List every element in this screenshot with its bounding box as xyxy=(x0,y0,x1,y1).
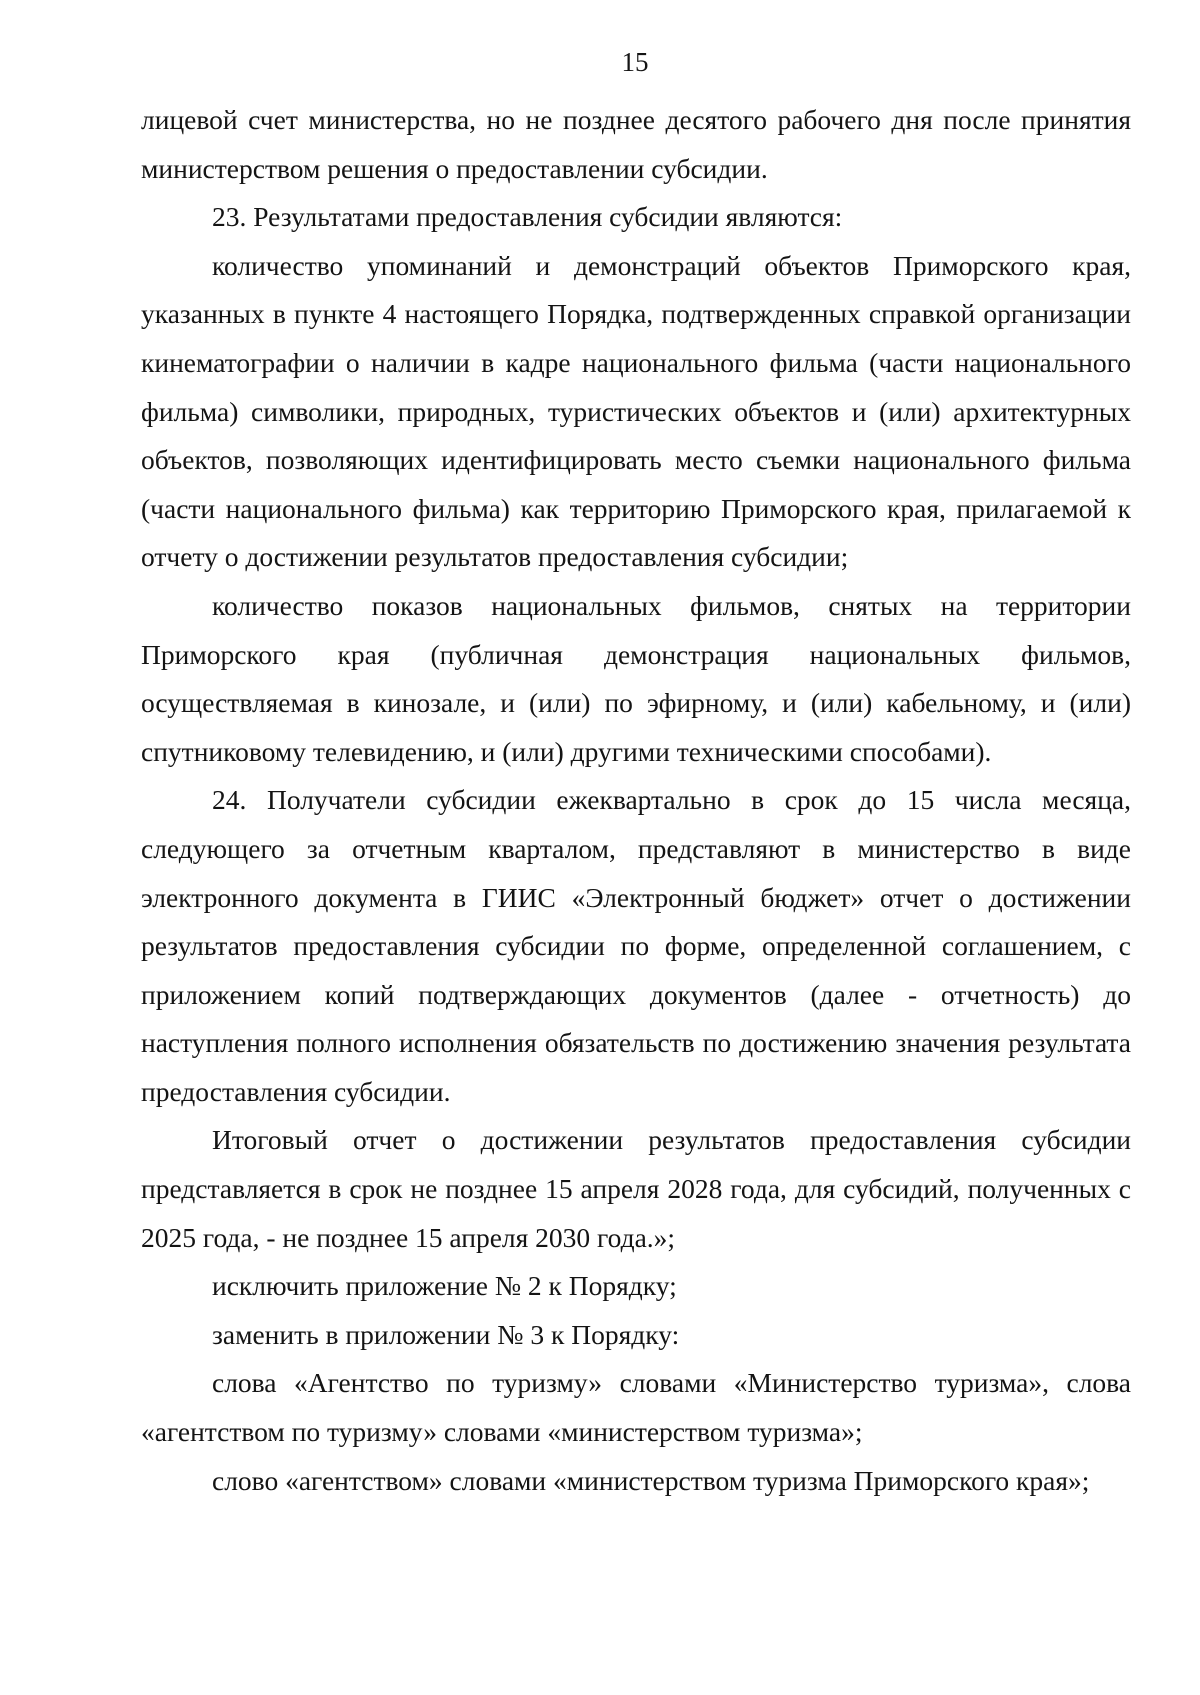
paragraph-item-24: 24. Получатели субсидии ежеквартально в срок до 15 числа месяца, следующего за отчетным кварталом, представляют в министерство в виде электронного документа в ГИИС «Электронный бюджет» отчет о достижении результатов предоставления субсидии по форме, определенной соглашением, с приложением копий подтверждающих документов (далее - отчетность) до наступления полного исполнения обязательств по достижению значения результата предоставления субсидии. xyxy=(141,784,1131,1107)
paragraph-exclude-appendix: исключить приложение № 2 к Порядку; xyxy=(212,1270,677,1302)
paragraph-result-screenings: количество показов национальных фильмов, снятых на территории Приморского края (публичная демонстрация национальных фильмов, осуществляемая в кинозале, и (или) по эфирному, и (или) кабельному, и (или) спутниковому телевидению, и (или) другими техническими способами). xyxy=(141,589,1131,767)
paragraph-item-23: 23. Результатами предоставления субсидии являются: xyxy=(212,201,843,233)
paragraph-result-mentions: количество упоминаний и демонстраций объектов Приморского края, указанных в пункте 4 настоящего Порядка, подтвержденных справкой организации кинематографии о наличии в кадре национального фильма (части национального фильма) символики, природных, туристических объектов и (или) архитектурных объектов, позволяющих идентифицировать место съемки национального фильма (части национального фильма) как территорию Приморского края, прилагаемой к отчету о достижении результатов предоставления субсидии; xyxy=(141,249,1131,573)
document-body xyxy=(141,96,1131,1505)
paragraph-final-report: Итоговый отчет о достижении результатов предоставления субсидии представляется в срок не позднее 15 апреля 2028 года, для субсидий, полученных с 2025 года, - не позднее 15 апреля 2030 года.»; xyxy=(141,1124,1131,1253)
paragraph-continuation: лицевой счет министерства, но не позднее десятого рабочего дня после принятия министерством решения о предоставлении субсидии. xyxy=(141,104,1131,184)
paragraph-replace-appendix: заменить в приложении № 3 к Порядку: xyxy=(212,1318,680,1350)
page-number: 15 xyxy=(621,47,649,77)
paragraph-replace-words: слова «Агентство по туризму» словами «Министерство туризма», слова «агентством по туризму» словами «министерством туризма»; xyxy=(141,1367,1131,1448)
paragraph-replace-word: слово «агентством» словами «министерством туризма Приморского края»; xyxy=(212,1464,1090,1496)
